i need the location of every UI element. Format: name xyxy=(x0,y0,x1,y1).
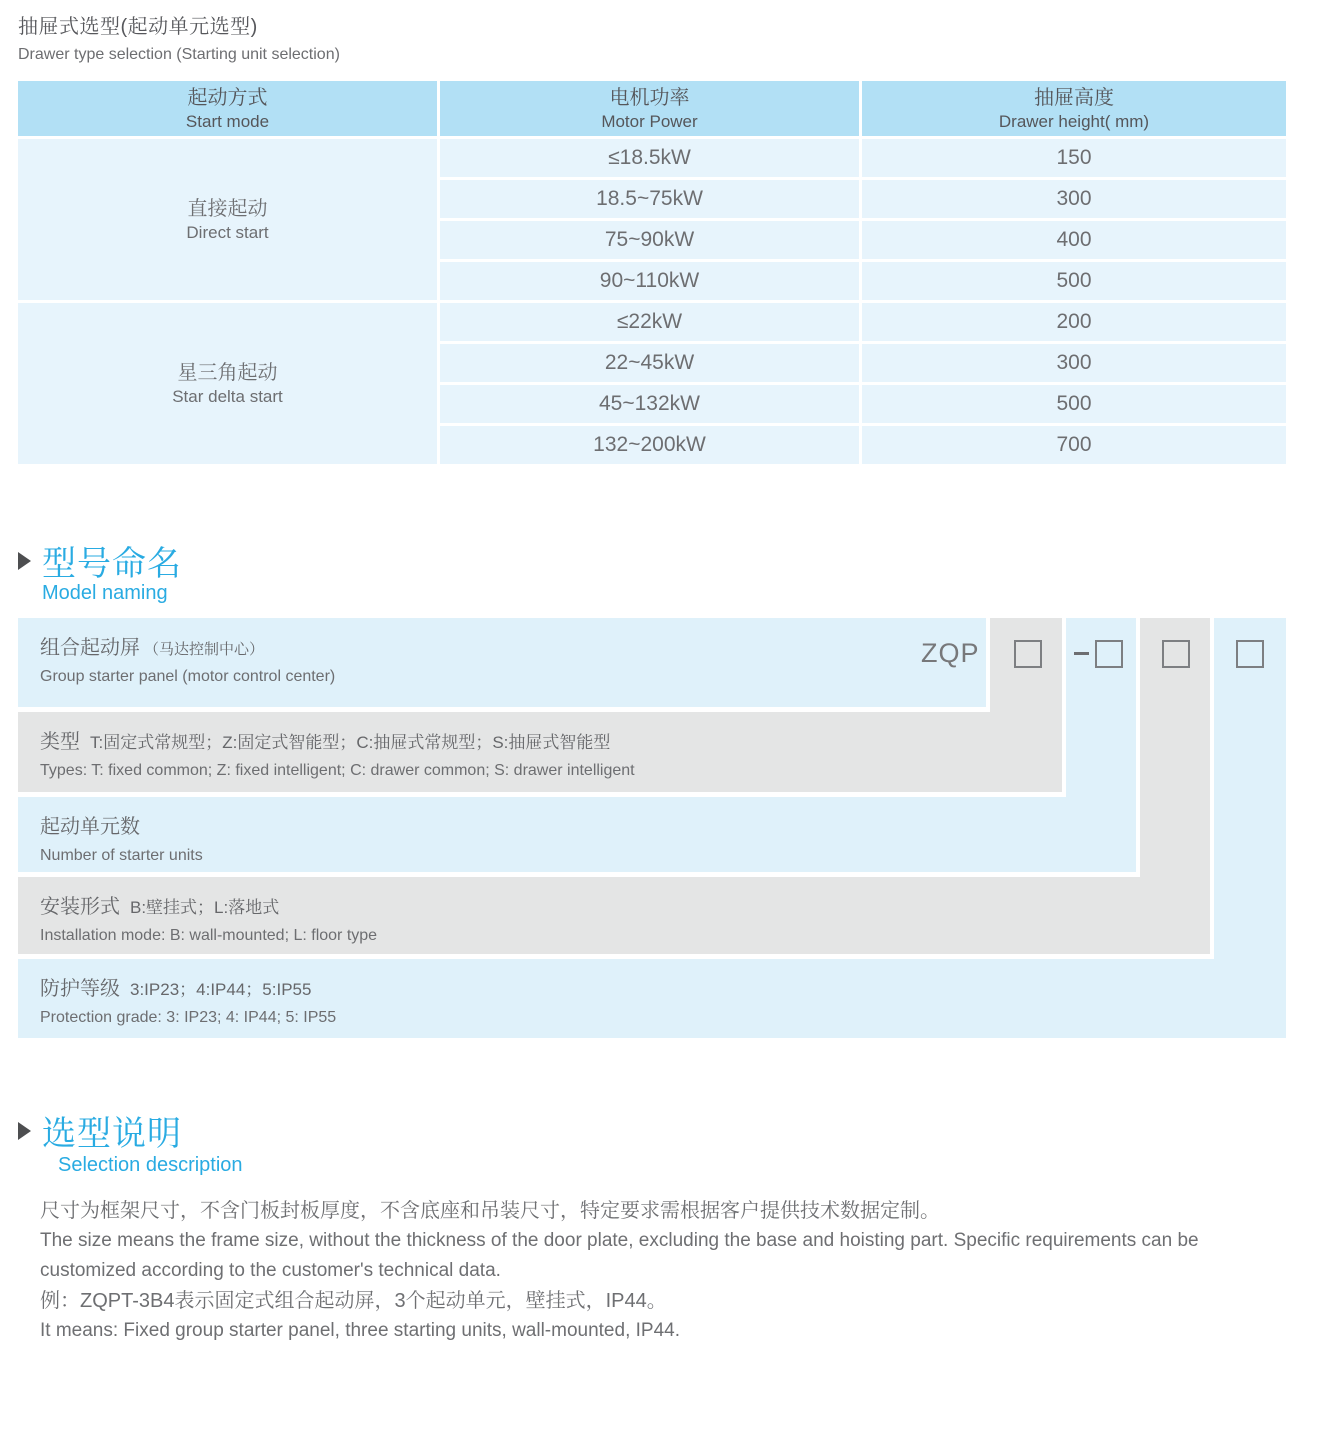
power-cell: 22~45kW xyxy=(440,344,859,382)
diagram-row-group-starter-panel xyxy=(18,618,986,707)
triangle-bullet-icon xyxy=(18,552,31,570)
page-title-zh: 抽屉式选型(起动单元选型) xyxy=(18,16,258,38)
group-zh: 星三角起动 xyxy=(177,361,278,384)
header-en: Start mode xyxy=(185,111,270,131)
header-zh: 抽屉高度 xyxy=(1034,86,1114,109)
model-code-box-1 xyxy=(1014,640,1042,668)
height-cell: 200 xyxy=(862,303,1286,341)
row-zh-sub: T:固定式常规型；Z:固定式智能型；C:抽屉式常规型；S:抽屉式智能型 xyxy=(90,733,611,752)
diagram-row-number-of-units xyxy=(18,797,1136,872)
height-cell: 400 xyxy=(862,221,1286,259)
height-cell: 700 xyxy=(862,426,1286,464)
row-en: Types: T: fixed common; Z: fixed intelligent; C: drawer common; S: drawer intelligent xyxy=(40,762,635,779)
group-cell-star-delta xyxy=(18,303,437,464)
desc-line: It means: Fixed group starter panel, three starting units, wall-mounted, IP44. xyxy=(40,1320,680,1341)
power-cell: 90~110kW xyxy=(440,262,859,300)
model-code-box-4 xyxy=(1236,640,1264,668)
diagram-row-installation-mode xyxy=(18,877,1210,954)
power-cell: 45~132kW xyxy=(440,385,859,423)
group-en: Direct start xyxy=(186,222,269,242)
selection-heading-en: Selection description xyxy=(58,1154,243,1176)
desc-line: 尺寸为框架尺寸，不含门板封板厚度，不含底座和吊装尺寸，特定要求需根据客户提供技术数据定制。 xyxy=(40,1200,940,1222)
desc-line: The size means the frame size, without the thickness of the door plate, excluding the base and hoisting part. Specific requirements can be xyxy=(40,1230,1199,1251)
height-cell: 500 xyxy=(862,262,1286,300)
power-cell: 75~90kW xyxy=(440,221,859,259)
row-zh-main: 防护等级 xyxy=(40,978,120,1000)
header-en: Drawer height( mm) xyxy=(998,111,1150,131)
selection-heading-zh: 选型说明 xyxy=(42,1115,182,1153)
model-code-box-3 xyxy=(1162,640,1190,668)
row-zh-main: 类型 xyxy=(40,731,80,753)
dash-icon xyxy=(1074,652,1089,655)
row-zh-sub: （马达控制中心） xyxy=(144,641,265,658)
row-zh-main: 组合起动屏 xyxy=(40,637,140,659)
height-cell: 150 xyxy=(862,139,1286,177)
group-zh: 直接起动 xyxy=(187,197,268,220)
row-en: Installation mode: B: wall-mounted; L: floor type xyxy=(40,927,378,944)
col-header-drawer-height xyxy=(862,81,1286,136)
selection-description-body xyxy=(40,1196,1295,1346)
group-en: Star delta start xyxy=(172,386,283,406)
power-cell: ≤22kW xyxy=(440,303,859,341)
row-en: Group starter panel (motor control center) xyxy=(40,668,336,685)
height-cell: 300 xyxy=(862,180,1286,218)
desc-line: 例：ZQPT-3B4表示固定式组合起动屏，3个起动单元，壁挂式，IP44。 xyxy=(40,1290,667,1312)
header-en: Motor Power xyxy=(601,111,698,131)
desc-line: customized according to the customer's technical data. xyxy=(40,1260,501,1281)
group-cell-direct-start xyxy=(18,139,437,300)
page-title-en: Drawer type selection (Starting unit selection) xyxy=(18,46,340,63)
model-naming-heading-zh: 型号命名 xyxy=(42,545,182,583)
model-code-prefix: ZQP xyxy=(921,638,980,668)
power-cell: ≤18.5kW xyxy=(440,139,859,177)
header-zh: 起动方式 xyxy=(187,86,268,109)
row-zh-sub: B:壁挂式；L:落地式 xyxy=(130,898,280,917)
page-title xyxy=(18,10,340,64)
header-zh: 电机功率 xyxy=(609,86,690,109)
col-header-start-mode xyxy=(18,81,437,136)
model-naming-diagram xyxy=(18,618,1286,1038)
height-cell: 300 xyxy=(862,344,1286,382)
height-cell: 500 xyxy=(862,385,1286,423)
row-zh-main: 起动单元数 xyxy=(40,816,140,838)
model-naming-heading-en: Model naming xyxy=(42,582,168,604)
drawer-selection-table xyxy=(18,81,1286,464)
diagram-row-protection-grade xyxy=(18,959,1286,1038)
col-header-motor-power xyxy=(440,81,859,136)
diagram-row-types xyxy=(18,712,1062,792)
row-en: Number of starter units xyxy=(40,847,203,864)
row-en: Protection grade: 3: IP23; 4: IP44; 5: IP55 xyxy=(40,1009,337,1026)
row-zh-sub: 3:IP23；4:IP44；5:IP55 xyxy=(130,980,312,999)
power-cell: 132~200kW xyxy=(440,426,859,464)
power-cell: 18.5~75kW xyxy=(440,180,859,218)
row-zh-main: 安装形式 xyxy=(40,896,120,918)
model-code-box-2 xyxy=(1095,640,1123,668)
triangle-bullet-icon xyxy=(18,1122,31,1140)
